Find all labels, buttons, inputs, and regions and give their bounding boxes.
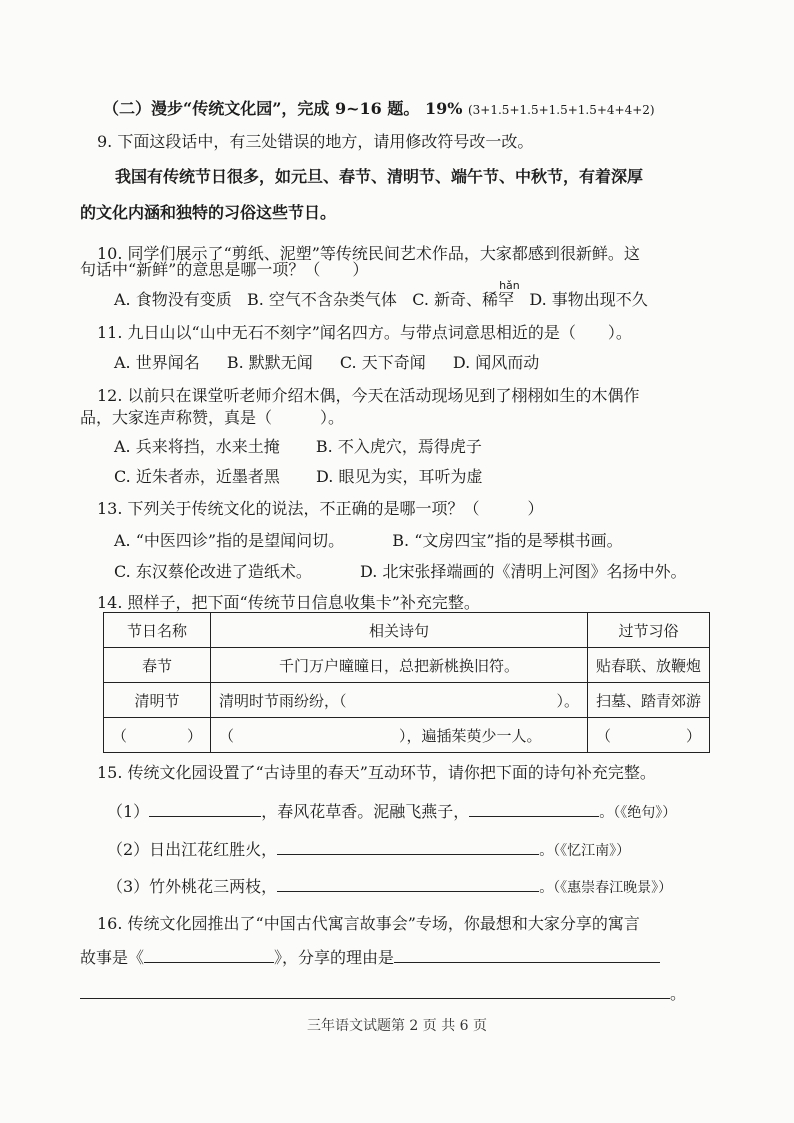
q13-option-b[interactable]: B. “文房四宝”指的是琴棋书画。 — [392, 531, 623, 550]
q12-options-row2 — [114, 466, 482, 488]
q12-stem-line1: 12. 以前只在课堂听老师介绍木偶，今天在活动现场见到了栩栩如生的木偶作 — [97, 386, 640, 405]
q11-stem: 11. 九日山以“山中无石不刻字”闻名四方。与带点词意思相近的是（ ）。 — [97, 323, 632, 342]
q16-line2: 故事是《 》，分享的理由是 — [80, 946, 660, 969]
table-row — [104, 718, 710, 753]
q10-options — [114, 279, 648, 311]
table-cell-fill[interactable]: （ ） — [588, 718, 710, 753]
section-header — [103, 98, 655, 121]
table-cell-fill[interactable]: （ ） — [104, 718, 211, 753]
section-percent: 19% — [424, 99, 463, 118]
festival-info-card — [103, 612, 710, 753]
table-cell: 扫墓、踏青郊游 — [588, 683, 710, 718]
q13-stem: 13. 下列关于传统文化的说法，不正确的是哪一项？（ ） — [97, 499, 544, 518]
answer-blank[interactable] — [469, 800, 599, 817]
q9-passage-line1: 我国有传统节日很多，如元旦、春节、清明节、端午节、中秋节，有着深厚 — [115, 167, 644, 186]
q10-option-c[interactable]: C. 新奇、稀 hǎn 罕 — [412, 290, 514, 309]
q11-options — [114, 352, 561, 374]
answer-blank[interactable] — [277, 838, 539, 855]
table-header: 相关诗句 — [211, 613, 588, 648]
q10-option-b[interactable]: B. 空气不含杂类气体 — [247, 290, 397, 309]
table-header: 节日名称 — [104, 613, 211, 648]
q11-option-b[interactable]: B. 默默无闻 — [226, 353, 313, 372]
q15-item2: （2）日出江花红胜火， 。（《忆江南》） — [107, 840, 631, 859]
q10-option-d[interactable]: D. 事物出现不久 — [529, 290, 648, 309]
table-cell-fill[interactable]: （ ），遍插茱萸少一人。 — [211, 718, 588, 753]
q13-option-d[interactable]: D. 北宋张择端画的《清明上河图》名扬中外。 — [360, 562, 687, 581]
section-title: （二）漫步“传统文化园”，完成 9~16 题。 — [103, 99, 420, 118]
q14-stem: 14. 照样子，把下面“传统节日信息收集卡”补充完整。 — [97, 593, 480, 612]
q10-stem-line2: 句话中“新鲜”的意思是哪一项？（ ） — [80, 260, 369, 279]
table-cell: 清明节 — [104, 683, 211, 718]
q9-stem: 9. 下面这段话中，有三处错误的地方，请用修改符号改一改。 — [97, 132, 534, 151]
q16-line3: 。 — [80, 982, 686, 1005]
q12-stem-line2: 品，大家连声称赞，真是（ ）。 — [80, 408, 345, 427]
q13-option-a[interactable]: A. “中医四诊”指的是望闻问切。 — [114, 531, 345, 550]
q12-option-d[interactable]: D. 眼见为实，耳听为虚 — [316, 467, 483, 486]
story-name-blank[interactable] — [144, 946, 274, 963]
q12-option-b[interactable]: B. 不入虎穴，焉得虎子 — [315, 437, 482, 456]
q15-stem: 15. 传统文化园设置了“古诗里的春天”互动环节，请你把下面的诗句补充完整。 — [97, 763, 656, 782]
q12-option-a[interactable]: A. 兵来将挡，水来土掩 — [114, 437, 280, 456]
q9-passage-line2: 的文化内涵和独特的习俗这些节日。 — [80, 203, 337, 222]
answer-blank[interactable] — [277, 875, 539, 892]
q13-options-row1 — [114, 530, 623, 552]
reason-blank-line[interactable] — [80, 982, 670, 999]
q11-option-c[interactable]: C. 天下奇闻 — [339, 353, 426, 372]
q13-option-c[interactable]: C. 东汉蔡伦改进了造纸术。 — [114, 562, 312, 581]
q12-options-row1 — [114, 436, 482, 458]
q13-options-row2 — [114, 561, 686, 583]
table-cell: 春节 — [104, 648, 211, 683]
table-header: 过节习俗 — [588, 613, 710, 648]
reason-blank[interactable] — [394, 946, 660, 963]
q12-option-c[interactable]: C. 近朱者赤，近墨者黑 — [114, 467, 280, 486]
table-row — [104, 683, 710, 718]
q15-item1: （1） ，春风花草香。泥融飞燕子， 。（《绝句》） — [107, 802, 677, 821]
q15-item3: （3）竹外桃花三两枝， 。（《惠崇春江晚景》） — [107, 877, 673, 896]
section-scoring: (3+1.5+1.5+1.5+1.5+4+4+2) — [467, 103, 655, 117]
table-cell: 贴春联、放鞭炮 — [588, 648, 710, 683]
q16-stem: 16. 传统文化园推出了“中国古代寓言故事会”专场，你最想和大家分享的寓言 — [97, 914, 640, 933]
table-cell-fill[interactable]: 清明时节雨纷纷，（ ）。 — [211, 683, 588, 718]
table-cell: 千门万户曈曈日，总把新桃换旧符。 — [211, 648, 588, 683]
q11-option-a[interactable]: A. 世界闻名 — [114, 353, 200, 372]
page-footer: 三年语文试题第 2 页 共 6 页 — [306, 1018, 488, 1034]
table-row — [104, 648, 710, 683]
table-header-row — [104, 613, 710, 648]
answer-blank[interactable] — [149, 800, 261, 817]
q10-option-a[interactable]: A. 食物没有变质 — [114, 290, 232, 309]
pinyin-annotation: hǎn — [499, 279, 520, 292]
q10-stem-line1: 10. 同学们展示了“剪纸、泥塑”等传统民间艺术作品，大家都感到很新鲜。这 — [97, 244, 640, 263]
q11-option-d[interactable]: D. 闻风而动 — [452, 353, 540, 372]
